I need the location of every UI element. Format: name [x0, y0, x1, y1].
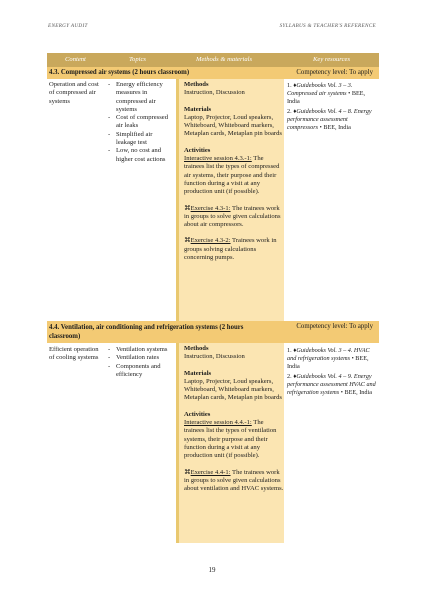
- exercise-icon: ⌘: [184, 237, 191, 245]
- diamond-icon: ♦: [293, 82, 297, 89]
- running-header: [48, 23, 376, 29]
- section-heading: [47, 67, 379, 79]
- activities-heading: Activities: [184, 410, 211, 418]
- materials-heading: Materials: [184, 369, 212, 377]
- resource-item: 2. ♦Guidebooks Vol. 4 – 9. Energy performance assessment HVAC and refrigeration systems • BEE, India: [287, 373, 376, 396]
- header-right: SYLLABUS & TEACHER'S REFERENCE: [279, 23, 376, 29]
- diamond-icon: ♦: [293, 108, 297, 115]
- activities-heading: Activities: [184, 146, 211, 154]
- resources-cell: [287, 82, 379, 132]
- col-methods: Methods & materials: [196, 56, 253, 63]
- content-cell: Efficient operation of cooling systems: [49, 346, 99, 362]
- exercise-item: ⌘Exercise 4.3-1: The trainees work in groups to solve given calculations about air compressors.: [184, 204, 281, 229]
- resource-item: 1. ♦Guidebooks Vol. 3 – 4. HVAC and refrigeration systems • BEE, India: [287, 347, 370, 370]
- content-cell: Operation and cost of compressed air systems: [49, 81, 99, 105]
- table-header: [47, 53, 379, 67]
- section-title: 4.3. Compressed air systems (2 hours classroom): [49, 69, 190, 76]
- syllabus-table: [47, 53, 379, 543]
- methods-cell: [176, 79, 284, 321]
- topics-cell: [107, 81, 173, 164]
- topic-item: - Energy efficiency measures in compressed air systems: [107, 81, 173, 114]
- section-heading: [47, 321, 379, 343]
- resources-cell: [287, 347, 379, 397]
- section-title: 4.4. Ventilation, air conditioning and refrigeration systems (2 hours classroom): [49, 324, 244, 340]
- topic-item: - Ventilation systems: [107, 346, 173, 354]
- col-content: Content: [65, 56, 86, 63]
- topic-item: - Ventilation rates: [107, 354, 173, 362]
- exercise-item: ⌘Exercise 4.4-1: The trainees work in groups to solve given calculations about ventilation and HVAC systems.: [184, 468, 284, 493]
- methods-text: Instruction, Discussion: [184, 89, 245, 97]
- col-resources: Key resources: [313, 56, 351, 63]
- materials-text: Laptop, Projector, Loud speakers, Whiteboard, Whiteboard markers, Metaplan cards, Metaplan pin boards: [184, 377, 282, 402]
- activity-label: Interactive session 4.3.-1:: [184, 155, 252, 163]
- topic-item: - Cost of compressed air leaks: [107, 114, 173, 131]
- methods-cell: [176, 343, 284, 543]
- diamond-icon: ♦: [293, 347, 297, 354]
- section-row: [47, 79, 379, 321]
- section-row: [47, 343, 379, 543]
- exercise-label: Exercise 4.4-1:: [190, 468, 231, 476]
- topic-item: - Simplified air leakage test: [107, 131, 173, 148]
- resource-item: 1. ♦Guidebooks Vol. 3 – 3. Compressed air systems • BEE, India: [287, 82, 366, 105]
- methods-heading: Methods: [184, 81, 209, 88]
- col-topics: Topics: [129, 56, 146, 63]
- page-number: 19: [208, 566, 216, 574]
- topic-item: - Low, no cost and higher cost actions: [107, 147, 173, 164]
- exercise-label: Exercise 4.3-2:: [190, 237, 231, 245]
- header-left: ENERGY AUDIT: [48, 23, 88, 29]
- topic-item: - Components and efficiency: [107, 363, 173, 380]
- resource-item: 2. ♦Guidebooks Vol. 4 – 8. Energy performance assessment compressors • BEE, India: [287, 108, 372, 131]
- methods-text: Instruction, Discussion: [184, 353, 245, 361]
- exercise-icon: ⌘: [184, 468, 191, 476]
- exercise-icon: ⌘: [184, 204, 191, 212]
- materials-heading: Materials: [184, 105, 212, 113]
- activity-item: Interactive session 4.4.-1: The trainees list the types of ventilation systems, their purpose and their function during a visit at any production unit (if possible).: [184, 419, 277, 460]
- activity-label: Interactive session 4.4.-1:: [184, 419, 252, 427]
- topics-cell: [107, 346, 173, 379]
- exercise-item: ⌘Exercise 4.3-2: Trainees work in groups solving calculations concerning pumps.: [184, 237, 277, 262]
- materials-text: Laptop, Projector, Loud speakers, Whiteboard, Whiteboard markers, Metaplan cards, Metaplan pin boards: [184, 113, 282, 138]
- competency-level: Competency level: To apply: [296, 323, 373, 330]
- diamond-icon: ♦: [293, 373, 297, 380]
- exercise-label: Exercise 4.3-1:: [190, 204, 231, 212]
- activity-item: Interactive session 4.3.-1: The trainees list the types of compressed air systems, their purpose and their function during a visit at any production unit (if possible).: [184, 155, 280, 196]
- competency-level: Competency level: To apply: [296, 69, 373, 76]
- methods-heading: Methods: [184, 345, 209, 352]
